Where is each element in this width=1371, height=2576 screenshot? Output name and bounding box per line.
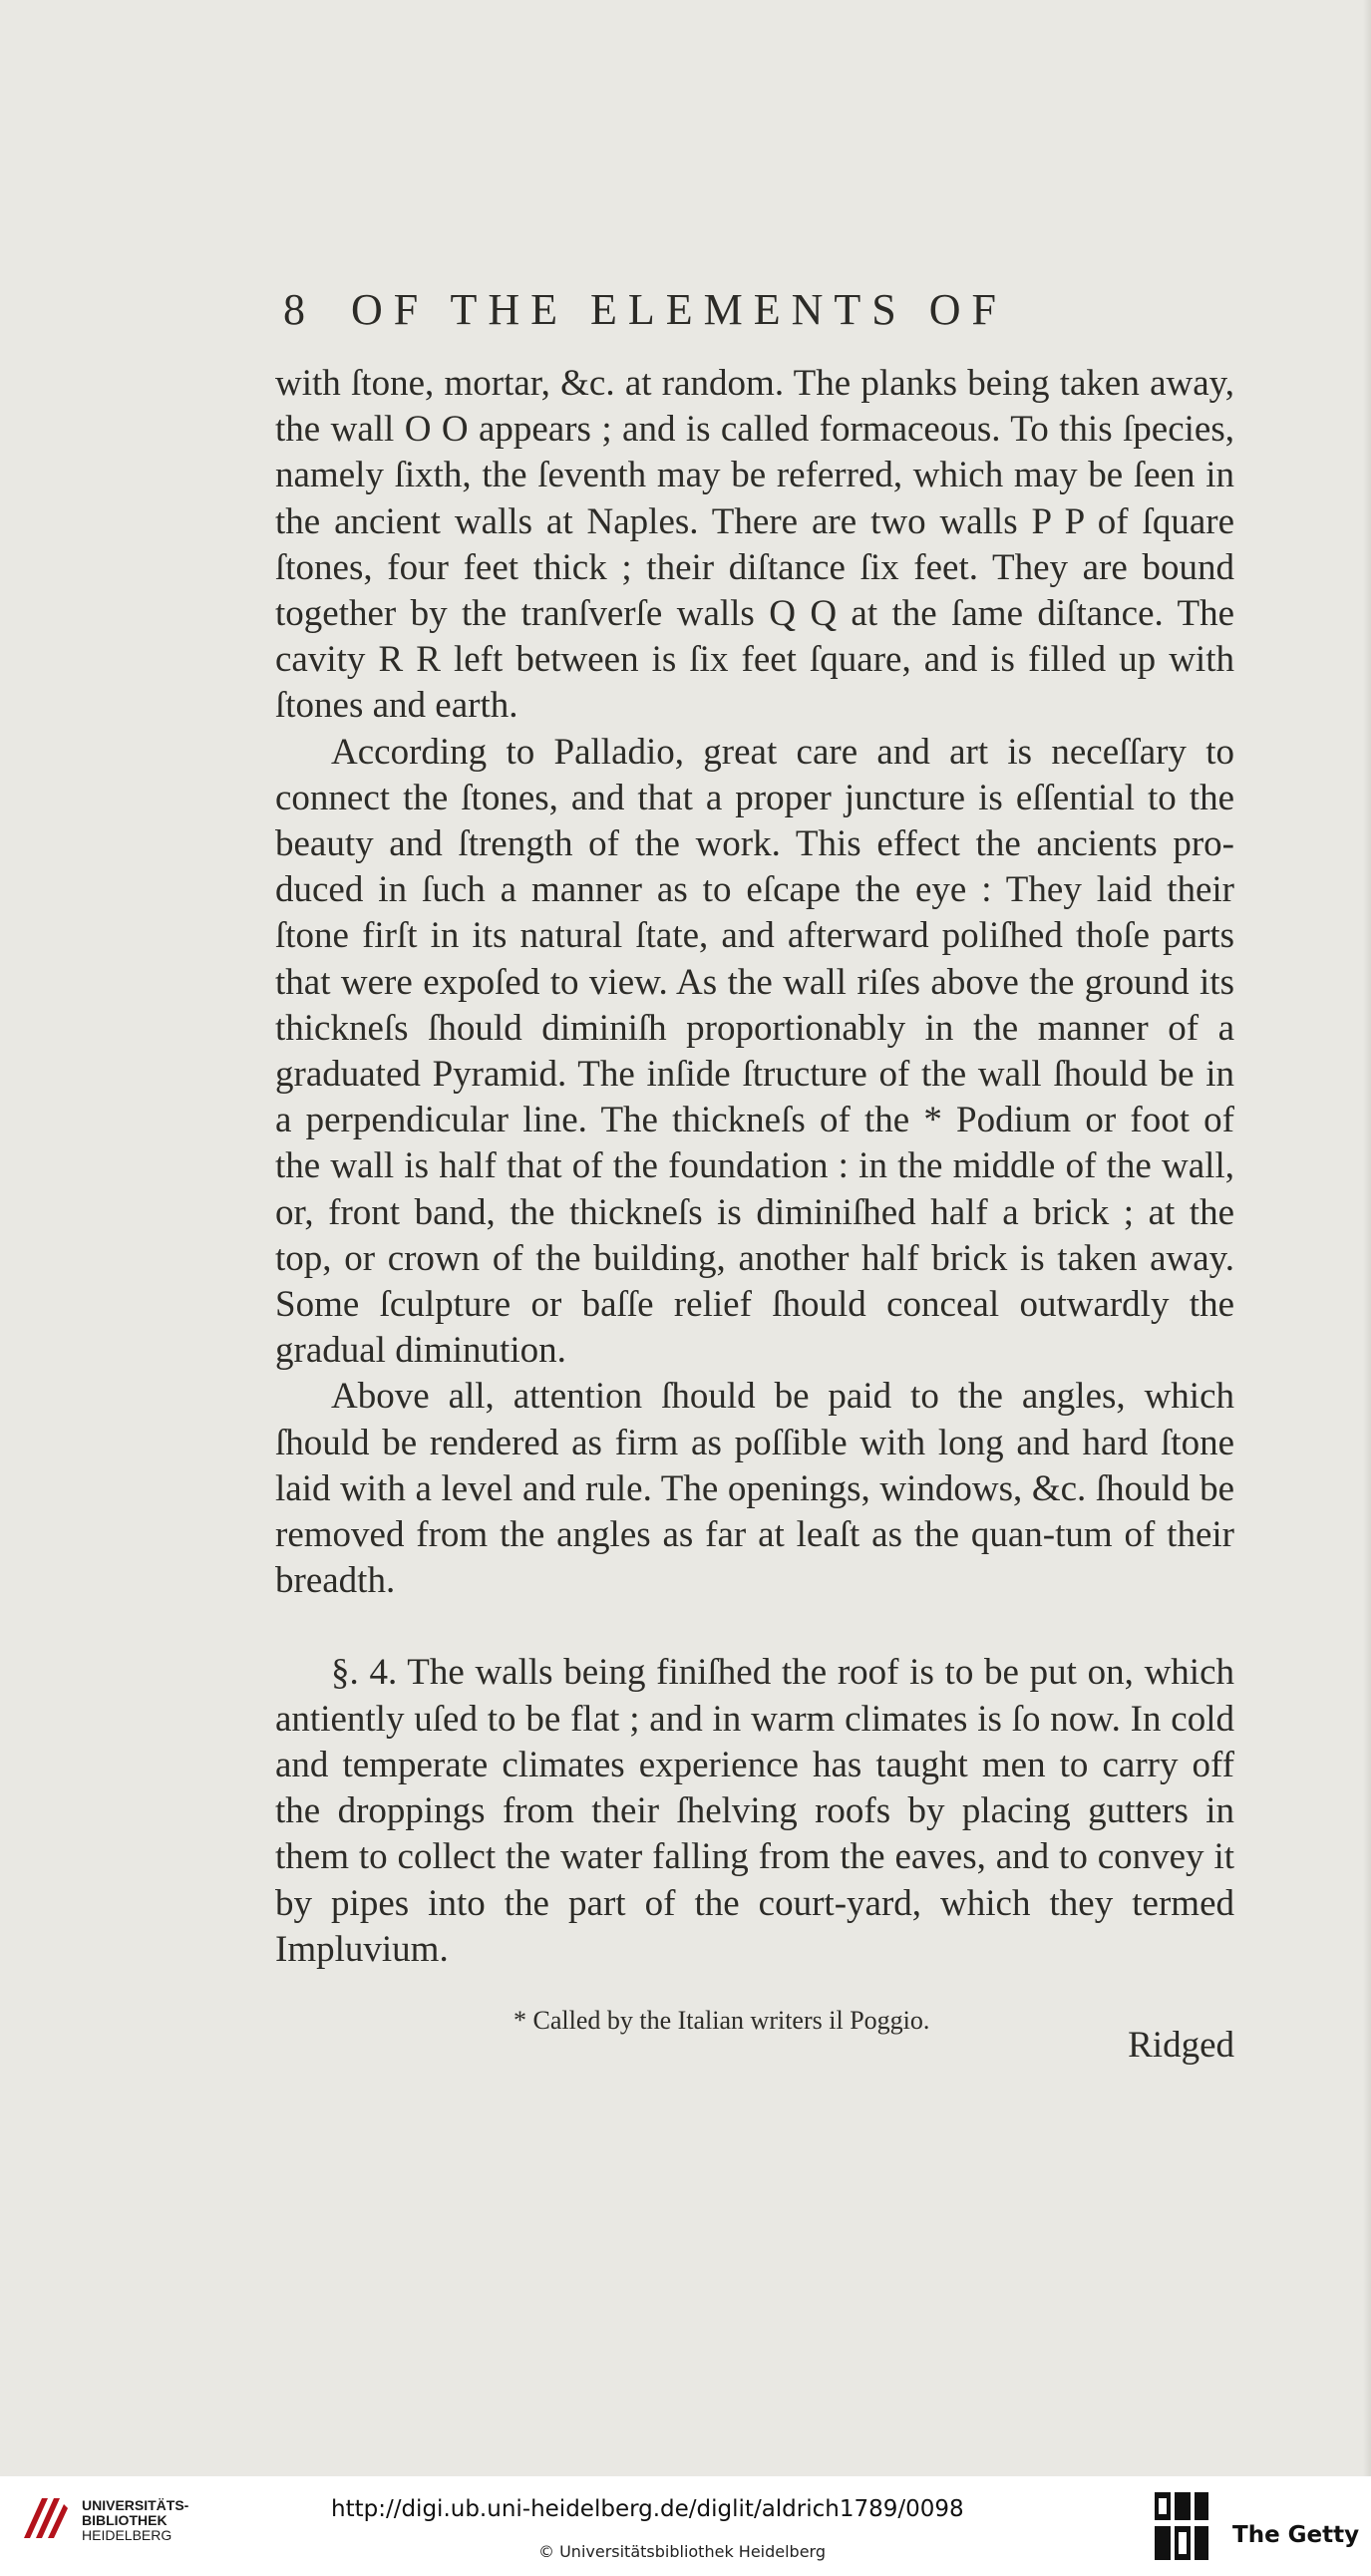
permalink-url[interactable]: http://digi.ub.uni-heidelberg.de/diglit/aldrich1789/0098 — [331, 2496, 964, 2522]
getty-name: The Getty — [1232, 2522, 1360, 2548]
header-title: OF THE ELEMENTS OF — [351, 285, 1007, 334]
page-edge-shadow — [1363, 0, 1371, 2476]
footnote: * Called by the Italian writers il Poggio. — [514, 2006, 930, 2035]
catchword: Ridged — [1128, 2025, 1234, 2066]
paragraph-2: According to Palladio, great care and art is neceſſary to connect the ſtones, and that a proper juncture is eſſential to the beauty and ſtrength of the work. This effect the ancients pro-duced in ſuch a manner as to eſcape the eye : They laid their ſtone firſt in its natural ſtate, and afterward poliſhed thoſe parts that were expoſed to view. As the wall riſes above the ground its thickneſs ſhould diminiſh proportionably in the manner of a graduated Pyramid. The inſide ſtructure of the wall ſhould be in a perpendicular line. The thickneſs of the * Podium or foot of the wall is half that of the foundation : in the middle of the wall, or, front band, the thickneſs is diminiſhed half a brick ; at the top, or crown of the building, another half brick is taken away. Some ſculpture or baſſe relief ſhould conceal outwardly the gradual diminution. — [275, 731, 1234, 1372]
paragraph-1: with ſtone, mortar, &c. at random. The planks being taken away, the wall O O appears ; and is called formaceous. To this ſpecies, namely ſixth, the ſeventh may be referred, which may be ſeen in the ancient walls at Naples. There are two walls P P of ſquare ſtones, four feet thick ; their diſtance ſix feet. They are bound together by the tranſverſe walls Q Q at the ſame diſtance. The cavity R R left between is ſix feet ſquare, and is filled up with ſtones and earth. — [275, 363, 1234, 727]
library-line-1: UNIVERSITÄTS- — [82, 2497, 189, 2513]
paragraph-4: §. 4. The walls being finiſhed the roof is to be put on, which antiently uſed to be flat ; and in warm climates is ſo now. In cold and temperate climates experience has taught men to carry off the droppings from their ſhelving roofs by placing gutters in them to collect the water falling from the eaves, and to convey it by pipes into the part of the court-yard, which they termed Impluvium. — [275, 1652, 1234, 1970]
running-header — [283, 284, 1240, 335]
heidelberg-library-logo-icon — [14, 2488, 74, 2548]
page-number: 8 — [283, 285, 305, 334]
paragraph-3: Above all, attention ſhould be paid to the angles, which ſhould be rendered as firm as poſſible with long and hard ſtone laid with a level and rule. The openings, windows, &c. ſhould be removed from the angles as far at leaſt as the quan-tum of their breadth. — [275, 1376, 1234, 1602]
library-line-3: HEIDELBERG — [82, 2527, 172, 2543]
library-name — [82, 2498, 188, 2543]
copyright-notice: © Universitätsbibliothek Heidelberg — [538, 2542, 827, 2561]
getty-logo-icon — [1153, 2490, 1210, 2564]
body-text — [275, 361, 1234, 1973]
library-line-2: BIBLIOTHEK — [82, 2512, 168, 2528]
